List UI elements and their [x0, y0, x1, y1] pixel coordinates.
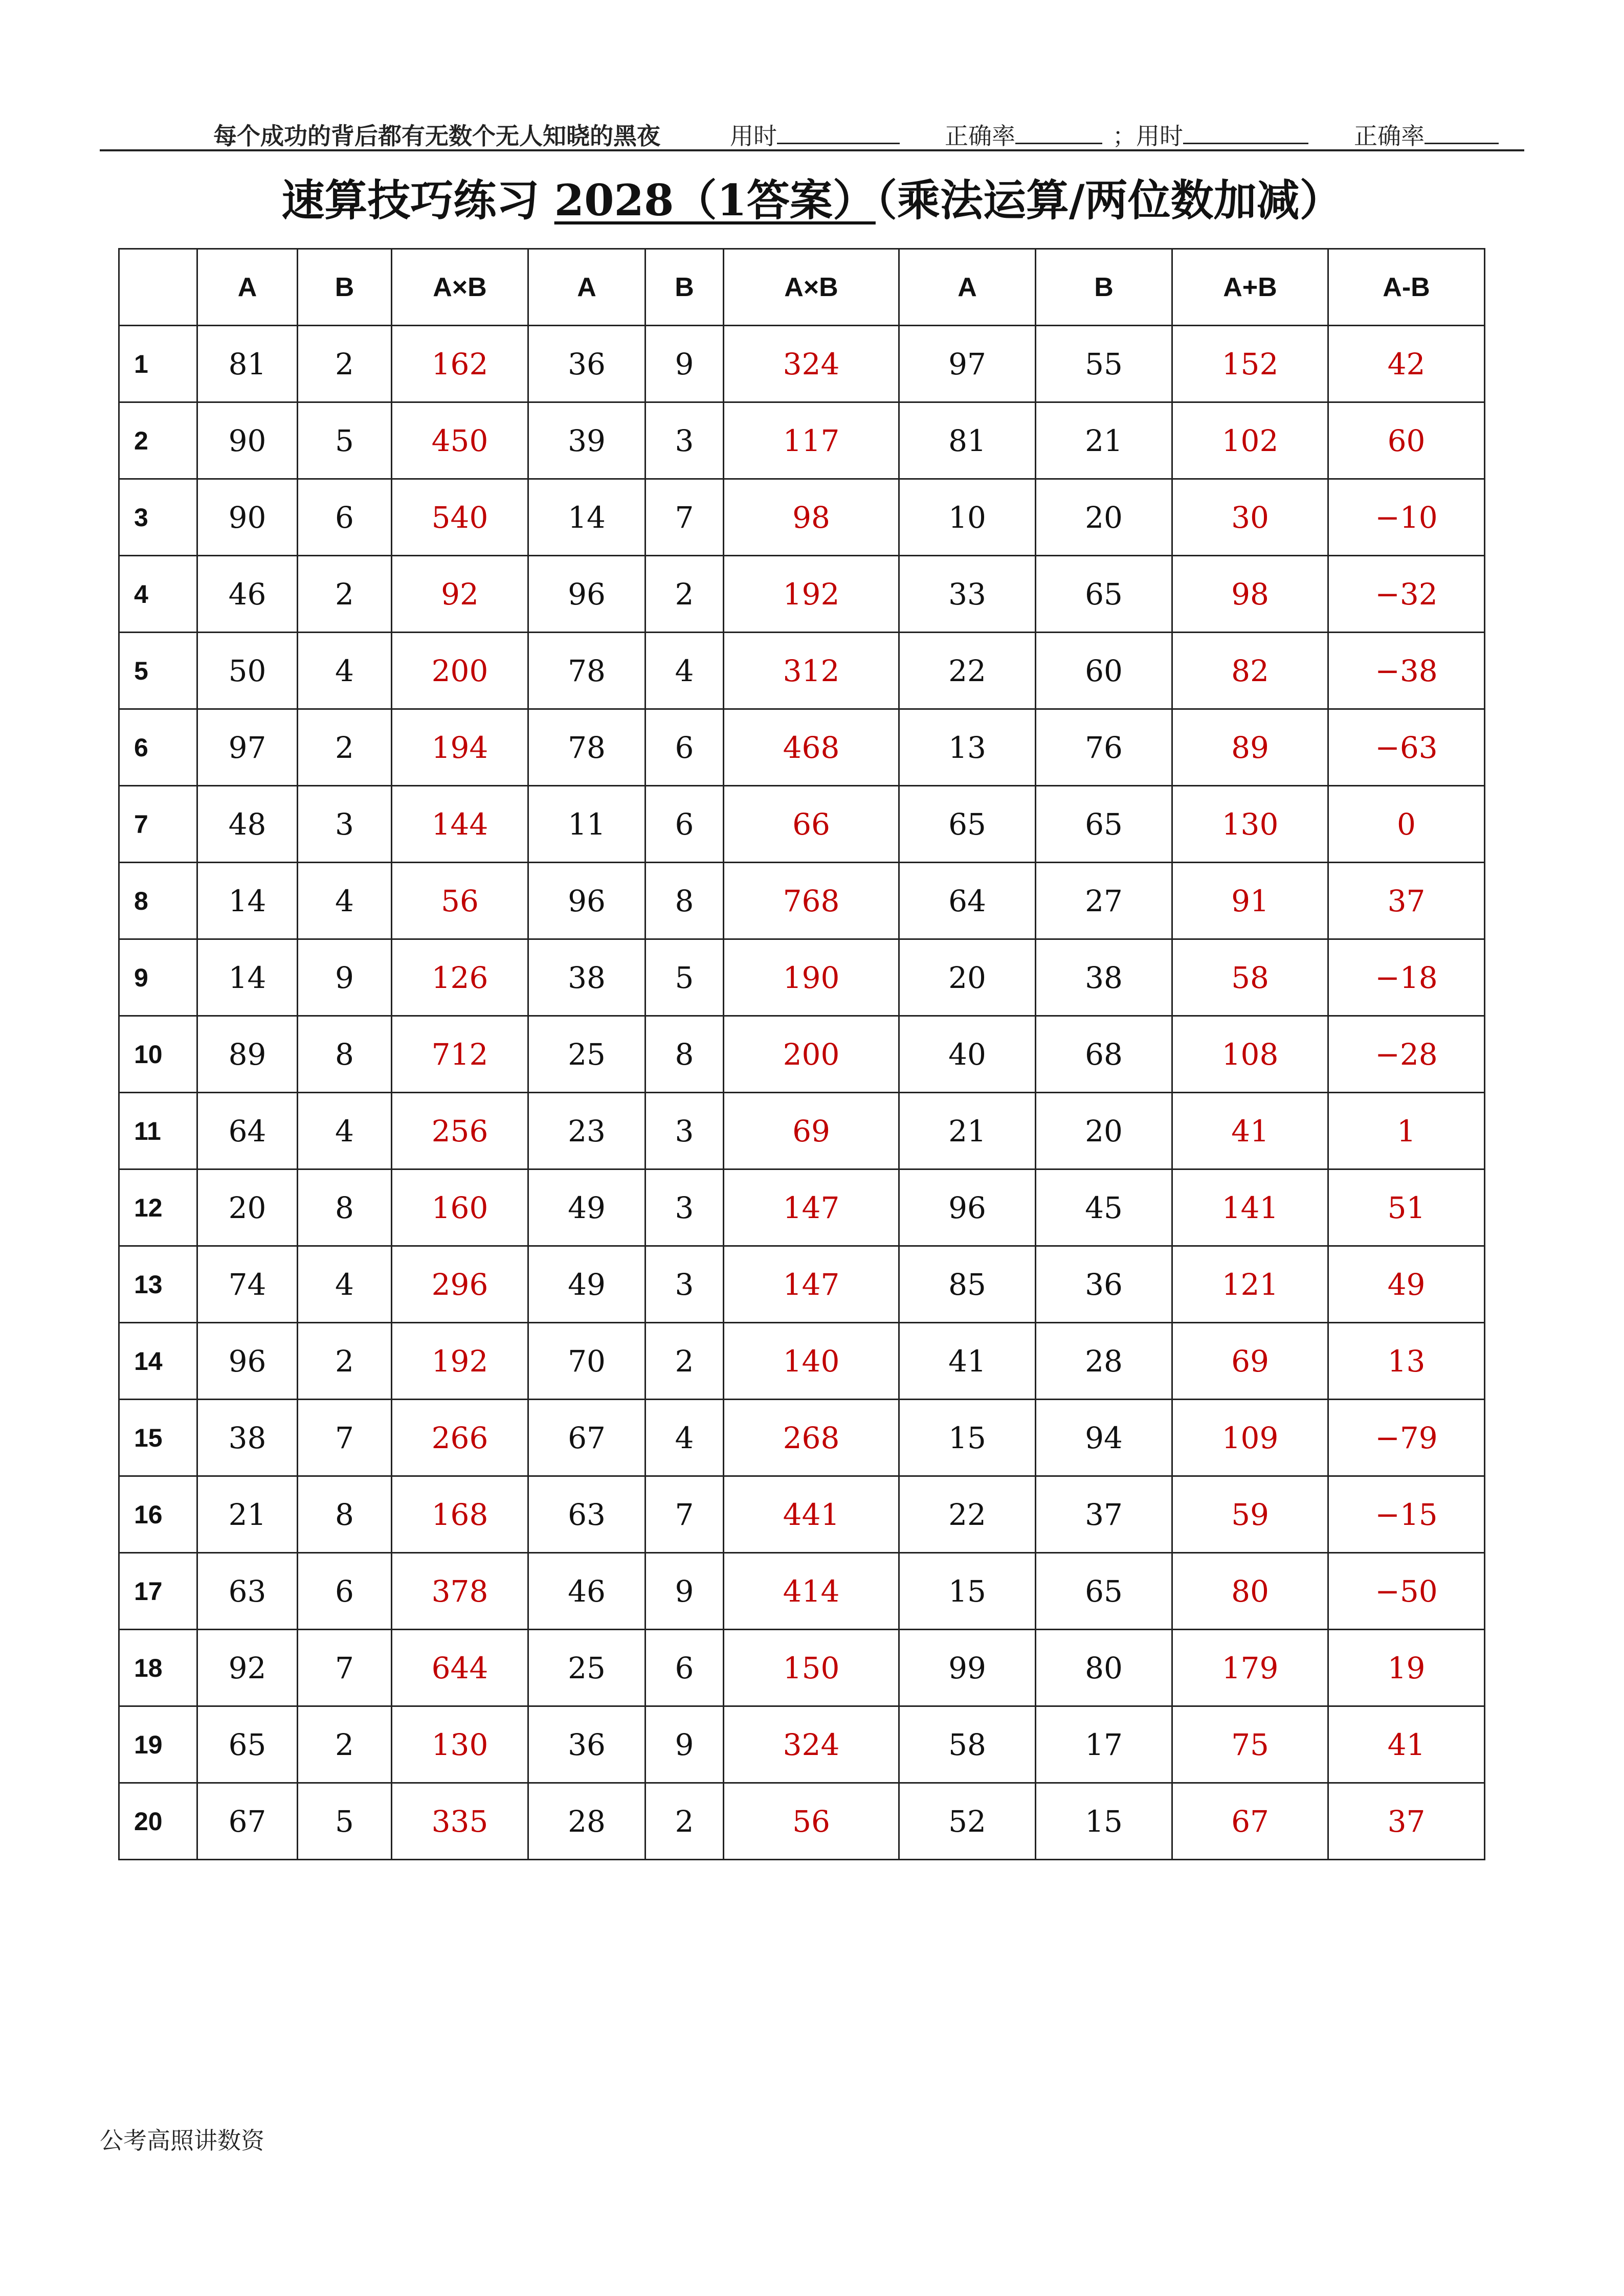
- operand-cell: 8: [298, 1169, 392, 1246]
- answer-cell: −15: [1328, 1476, 1485, 1553]
- answer-cell: 147: [724, 1246, 899, 1323]
- operand-cell: 4: [298, 1246, 392, 1323]
- row-number: 16: [119, 1476, 197, 1553]
- answer-cell: 98: [724, 479, 899, 556]
- table-row: [119, 1553, 1485, 1630]
- row-number: 18: [119, 1630, 197, 1706]
- operand-cell: 15: [899, 1553, 1036, 1630]
- operand-cell: 64: [899, 863, 1036, 939]
- operand-cell: 11: [528, 786, 646, 863]
- accuracy-label: 正确率: [1354, 122, 1425, 150]
- table-row: [119, 633, 1485, 709]
- answer-cell: 324: [724, 326, 899, 402]
- accuracy-blank: [1425, 120, 1499, 144]
- operand-cell: 2: [298, 1323, 392, 1400]
- operand-cell: 45: [1036, 1169, 1172, 1246]
- operand-cell: 6: [646, 1630, 724, 1706]
- table-row: [119, 1400, 1485, 1476]
- title-suffix: （乘法运算/两位数加减）: [875, 175, 1343, 226]
- operand-cell: 4: [646, 633, 724, 709]
- operand-cell: 55: [1036, 326, 1172, 402]
- answer-cell: 75: [1172, 1706, 1328, 1783]
- table-row: [119, 1706, 1485, 1783]
- answer-cell: 168: [392, 1476, 528, 1553]
- operand-cell: 94: [1036, 1400, 1172, 1476]
- answer-cell: 42: [1328, 326, 1485, 402]
- answer-cell: 41: [1172, 1093, 1328, 1169]
- row-number: 12: [119, 1169, 197, 1246]
- operand-cell: 63: [528, 1476, 646, 1553]
- answer-cell: 141: [1172, 1169, 1328, 1246]
- operand-cell: 3: [646, 402, 724, 479]
- answer-cell: 192: [392, 1323, 528, 1400]
- operand-cell: 10: [899, 479, 1036, 556]
- operand-cell: 13: [899, 709, 1036, 786]
- operand-cell: 58: [899, 1706, 1036, 1783]
- row-number: 17: [119, 1553, 197, 1630]
- operand-cell: 4: [298, 863, 392, 939]
- column-header: A-B: [1328, 249, 1485, 326]
- answer-cell: 414: [724, 1553, 899, 1630]
- answer-cell: −63: [1328, 709, 1485, 786]
- title-prefix: 速算技巧练习: [281, 175, 554, 226]
- answer-cell: 194: [392, 709, 528, 786]
- answer-cell: 56: [392, 863, 528, 939]
- answer-cell: 58: [1172, 939, 1328, 1016]
- operand-cell: 7: [646, 479, 724, 556]
- operand-cell: 28: [1036, 1323, 1172, 1400]
- operand-cell: 6: [646, 709, 724, 786]
- operand-cell: 2: [298, 556, 392, 633]
- time-label: 用时: [730, 122, 777, 150]
- operand-cell: 9: [646, 1553, 724, 1630]
- operand-cell: 81: [197, 326, 298, 402]
- operand-cell: 36: [528, 1706, 646, 1783]
- operand-cell: 80: [1036, 1630, 1172, 1706]
- operand-cell: 9: [646, 1706, 724, 1783]
- operand-cell: 9: [298, 939, 392, 1016]
- operand-cell: 90: [197, 479, 298, 556]
- operand-cell: 23: [528, 1093, 646, 1169]
- operand-cell: 38: [1036, 939, 1172, 1016]
- operand-cell: 96: [197, 1323, 298, 1400]
- operand-cell: 52: [899, 1783, 1036, 1860]
- operand-cell: 67: [528, 1400, 646, 1476]
- column-header: B: [298, 249, 392, 326]
- row-number: 4: [119, 556, 197, 633]
- row-number: 20: [119, 1783, 197, 1860]
- column-header: [119, 249, 197, 326]
- operand-cell: 17: [1036, 1706, 1172, 1783]
- operand-cell: 39: [528, 402, 646, 479]
- operand-cell: 21: [1036, 402, 1172, 479]
- operand-cell: 4: [646, 1400, 724, 1476]
- table-row: [119, 1630, 1485, 1706]
- operand-cell: 76: [1036, 709, 1172, 786]
- column-header: A: [528, 249, 646, 326]
- operand-cell: 3: [646, 1246, 724, 1323]
- row-number: 3: [119, 479, 197, 556]
- answer-cell: 324: [724, 1706, 899, 1783]
- answer-cell: −79: [1328, 1400, 1485, 1476]
- answer-cell: −10: [1328, 479, 1485, 556]
- operand-cell: 65: [1036, 786, 1172, 863]
- operand-cell: 41: [899, 1323, 1036, 1400]
- operand-cell: 15: [1036, 1783, 1172, 1860]
- table-row: [119, 1093, 1485, 1169]
- answer-cell: 266: [392, 1400, 528, 1476]
- operand-cell: 74: [197, 1246, 298, 1323]
- operand-cell: 97: [197, 709, 298, 786]
- title-underlined: 2028（1答案）: [554, 175, 876, 226]
- operand-cell: 5: [298, 402, 392, 479]
- answer-cell: 192: [724, 556, 899, 633]
- table-row: [119, 1246, 1485, 1323]
- operand-cell: 25: [528, 1016, 646, 1093]
- column-header: A×B: [392, 249, 528, 326]
- row-number: 13: [119, 1246, 197, 1323]
- answer-cell: 19: [1328, 1630, 1485, 1706]
- table-row: [119, 1783, 1485, 1860]
- answer-cell: 0: [1328, 786, 1485, 863]
- operand-cell: 49: [528, 1246, 646, 1323]
- operand-cell: 89: [197, 1016, 298, 1093]
- operand-cell: 90: [197, 402, 298, 479]
- table-row: [119, 939, 1485, 1016]
- answer-cell: 60: [1328, 402, 1485, 479]
- table-row: [119, 863, 1485, 939]
- footer-text: 公考高照讲数资: [100, 2127, 264, 2154]
- answer-cell: 130: [392, 1706, 528, 1783]
- row-number: 2: [119, 402, 197, 479]
- answer-cell: 712: [392, 1016, 528, 1093]
- operand-cell: 96: [528, 556, 646, 633]
- answer-cell: 69: [1172, 1323, 1328, 1400]
- operand-cell: 7: [646, 1476, 724, 1553]
- table-row: [119, 402, 1485, 479]
- operand-cell: 2: [298, 709, 392, 786]
- accuracy-label: 正确率: [945, 122, 1015, 150]
- answer-cell: −38: [1328, 633, 1485, 709]
- table-row: [119, 479, 1485, 556]
- answer-cell: −18: [1328, 939, 1485, 1016]
- accuracy-blank: [1015, 120, 1102, 144]
- operand-cell: 21: [197, 1476, 298, 1553]
- table-header-row: [119, 249, 1485, 326]
- operand-cell: 97: [899, 326, 1036, 402]
- answer-cell: 108: [1172, 1016, 1328, 1093]
- operand-cell: 96: [899, 1169, 1036, 1246]
- answer-cell: 37: [1328, 863, 1485, 939]
- answer-cell: 644: [392, 1630, 528, 1706]
- answer-cell: 66: [724, 786, 899, 863]
- answer-cell: 98: [1172, 556, 1328, 633]
- time-blank: [1183, 120, 1308, 144]
- answer-cell: −28: [1328, 1016, 1485, 1093]
- operand-cell: 20: [1036, 1093, 1172, 1169]
- operand-cell: 8: [298, 1016, 392, 1093]
- operand-cell: 60: [1036, 633, 1172, 709]
- table-row: [119, 326, 1485, 402]
- operand-cell: 5: [298, 1783, 392, 1860]
- practice-table: [118, 248, 1485, 1860]
- row-number: 19: [119, 1706, 197, 1783]
- operand-cell: 2: [646, 1783, 724, 1860]
- row-number: 11: [119, 1093, 197, 1169]
- time-field-1: [730, 118, 900, 151]
- answer-cell: 540: [392, 479, 528, 556]
- accuracy-field-2: [1354, 118, 1499, 151]
- operand-cell: 36: [1036, 1246, 1172, 1323]
- answer-cell: 147: [724, 1169, 899, 1246]
- operand-cell: 78: [528, 709, 646, 786]
- operand-cell: 28: [528, 1783, 646, 1860]
- operand-cell: 14: [197, 863, 298, 939]
- operand-cell: 7: [298, 1400, 392, 1476]
- operand-cell: 20: [197, 1169, 298, 1246]
- operand-cell: 70: [528, 1323, 646, 1400]
- operand-cell: 6: [298, 1553, 392, 1630]
- answer-cell: 51: [1328, 1169, 1485, 1246]
- operand-cell: 7: [298, 1630, 392, 1706]
- operand-cell: 46: [197, 556, 298, 633]
- row-number: 10: [119, 1016, 197, 1093]
- table-row: [119, 1323, 1485, 1400]
- column-header: B: [646, 249, 724, 326]
- row-number: 9: [119, 939, 197, 1016]
- answer-cell: 13: [1328, 1323, 1485, 1400]
- row-number: 6: [119, 709, 197, 786]
- answer-cell: −32: [1328, 556, 1485, 633]
- column-header: A×B: [724, 249, 899, 326]
- answer-cell: 56: [724, 1783, 899, 1860]
- answer-cell: 92: [392, 556, 528, 633]
- answer-cell: 30: [1172, 479, 1328, 556]
- operand-cell: 6: [646, 786, 724, 863]
- operand-cell: 20: [1036, 479, 1172, 556]
- operand-cell: 78: [528, 633, 646, 709]
- answer-cell: 150: [724, 1630, 899, 1706]
- operand-cell: 92: [197, 1630, 298, 1706]
- operand-cell: 4: [298, 633, 392, 709]
- answer-cell: 296: [392, 1246, 528, 1323]
- column-header: A+B: [1172, 249, 1328, 326]
- operand-cell: 20: [899, 939, 1036, 1016]
- operand-cell: 96: [528, 863, 646, 939]
- operand-cell: 8: [298, 1476, 392, 1553]
- answer-cell: 140: [724, 1323, 899, 1400]
- answer-cell: 768: [724, 863, 899, 939]
- operand-cell: 64: [197, 1093, 298, 1169]
- operand-cell: 33: [899, 556, 1036, 633]
- operand-cell: 3: [298, 786, 392, 863]
- operand-cell: 22: [899, 1476, 1036, 1553]
- row-number: 1: [119, 326, 197, 402]
- answer-cell: 152: [1172, 326, 1328, 402]
- answer-cell: 200: [392, 633, 528, 709]
- operand-cell: 36: [528, 326, 646, 402]
- operand-cell: 6: [298, 479, 392, 556]
- column-header: B: [1036, 249, 1172, 326]
- operand-cell: 38: [528, 939, 646, 1016]
- answer-cell: 82: [1172, 633, 1328, 709]
- row-number: 5: [119, 633, 197, 709]
- row-number: 14: [119, 1323, 197, 1400]
- answer-cell: 41: [1328, 1706, 1485, 1783]
- answer-cell: 89: [1172, 709, 1328, 786]
- answer-cell: 59: [1172, 1476, 1328, 1553]
- row-number: 8: [119, 863, 197, 939]
- operand-cell: 48: [197, 786, 298, 863]
- page-header: [100, 102, 1524, 151]
- time-field-2: [1113, 118, 1308, 151]
- operand-cell: 22: [899, 633, 1036, 709]
- answer-cell: 335: [392, 1783, 528, 1860]
- operand-cell: 46: [528, 1553, 646, 1630]
- time-blank: [777, 120, 900, 144]
- operand-cell: 5: [646, 939, 724, 1016]
- answer-cell: 200: [724, 1016, 899, 1093]
- answer-cell: 190: [724, 939, 899, 1016]
- table-row: [119, 1016, 1485, 1093]
- accuracy-field-1: [945, 118, 1102, 151]
- operand-cell: 2: [298, 326, 392, 402]
- table-row: [119, 709, 1485, 786]
- answer-cell: 179: [1172, 1630, 1328, 1706]
- answer-cell: 144: [392, 786, 528, 863]
- operand-cell: 3: [646, 1169, 724, 1246]
- answer-cell: 91: [1172, 863, 1328, 939]
- answer-cell: 67: [1172, 1783, 1328, 1860]
- motto-text: 每个成功的背后都有无数个无人知晓的黑夜: [213, 122, 660, 150]
- operand-cell: 27: [1036, 863, 1172, 939]
- column-header: A: [899, 249, 1036, 326]
- operand-cell: 37: [1036, 1476, 1172, 1553]
- operand-cell: 65: [1036, 1553, 1172, 1630]
- operand-cell: 65: [197, 1706, 298, 1783]
- operand-cell: 8: [646, 1016, 724, 1093]
- operand-cell: 38: [197, 1400, 298, 1476]
- table-row: [119, 556, 1485, 633]
- answer-cell: 49: [1328, 1246, 1485, 1323]
- row-number: 15: [119, 1400, 197, 1476]
- answer-cell: 130: [1172, 786, 1328, 863]
- operand-cell: 21: [899, 1093, 1036, 1169]
- operand-cell: 15: [899, 1400, 1036, 1476]
- operand-cell: 40: [899, 1016, 1036, 1093]
- answer-cell: 378: [392, 1553, 528, 1630]
- answer-cell: 117: [724, 402, 899, 479]
- operand-cell: 50: [197, 633, 298, 709]
- answer-cell: 468: [724, 709, 899, 786]
- answer-cell: 37: [1328, 1783, 1485, 1860]
- operand-cell: 81: [899, 402, 1036, 479]
- operand-cell: 25: [528, 1630, 646, 1706]
- operand-cell: 3: [646, 1093, 724, 1169]
- operand-cell: 63: [197, 1553, 298, 1630]
- answer-cell: 256: [392, 1093, 528, 1169]
- answer-cell: 121: [1172, 1246, 1328, 1323]
- table-row: [119, 786, 1485, 863]
- operand-cell: 65: [1036, 556, 1172, 633]
- answer-cell: 102: [1172, 402, 1328, 479]
- answer-cell: 268: [724, 1400, 899, 1476]
- operand-cell: 4: [298, 1093, 392, 1169]
- operand-cell: 14: [528, 479, 646, 556]
- operand-cell: 65: [899, 786, 1036, 863]
- operand-cell: 67: [197, 1783, 298, 1860]
- operand-cell: 99: [899, 1630, 1036, 1706]
- operand-cell: 85: [899, 1246, 1036, 1323]
- answer-cell: 441: [724, 1476, 899, 1553]
- answer-cell: 450: [392, 402, 528, 479]
- table-row: [119, 1476, 1485, 1553]
- answer-cell: 109: [1172, 1400, 1328, 1476]
- answer-cell: −50: [1328, 1553, 1485, 1630]
- table-row: [119, 1169, 1485, 1246]
- separator: ；: [1113, 122, 1136, 150]
- operand-cell: 2: [646, 1323, 724, 1400]
- answer-cell: 162: [392, 326, 528, 402]
- time-label: 用时: [1136, 122, 1183, 150]
- operand-cell: 49: [528, 1169, 646, 1246]
- answer-cell: 1: [1328, 1093, 1485, 1169]
- column-header: A: [197, 249, 298, 326]
- operand-cell: 9: [646, 326, 724, 402]
- answer-cell: 312: [724, 633, 899, 709]
- answer-cell: 69: [724, 1093, 899, 1169]
- operand-cell: 2: [298, 1706, 392, 1783]
- operand-cell: 2: [646, 556, 724, 633]
- page-title: [0, 166, 1624, 228]
- answer-cell: 160: [392, 1169, 528, 1246]
- row-number: 7: [119, 786, 197, 863]
- operand-cell: 8: [646, 863, 724, 939]
- answer-cell: 80: [1172, 1553, 1328, 1630]
- operand-cell: 14: [197, 939, 298, 1016]
- operand-cell: 68: [1036, 1016, 1172, 1093]
- answer-cell: 126: [392, 939, 528, 1016]
